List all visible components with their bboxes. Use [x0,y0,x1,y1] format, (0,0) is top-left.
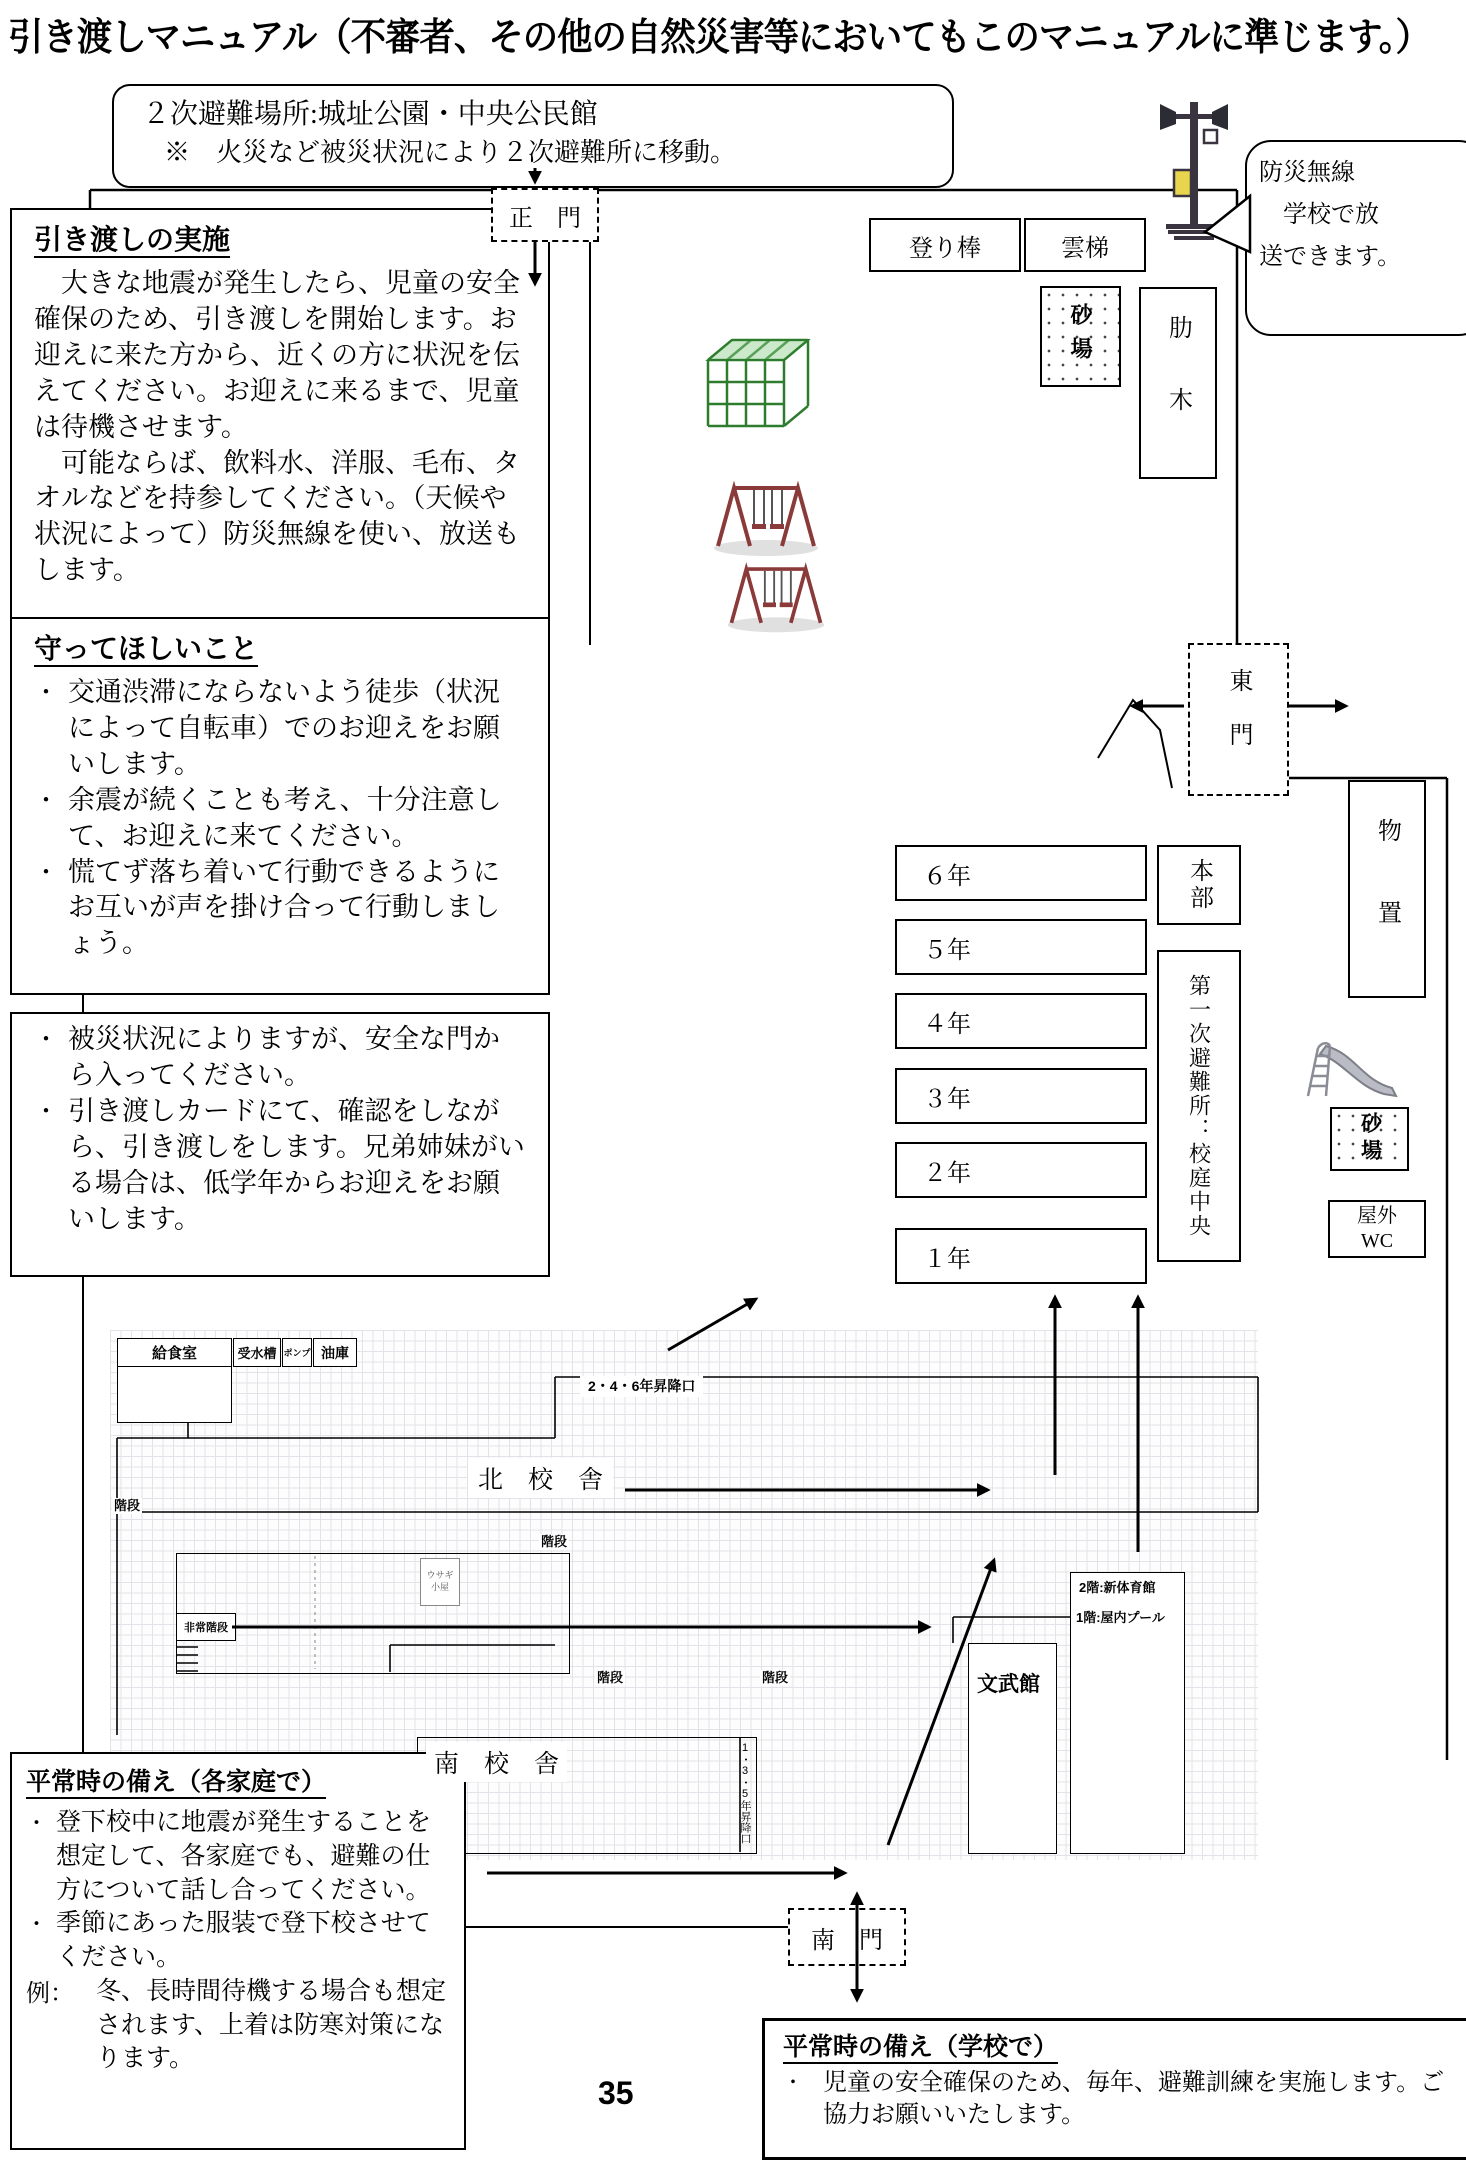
home-prep-heading: 平常時の備え（各家庭で） [26,1769,327,1796]
secondary-evacuation-line1: ２次避難場所:城址公園・中央公民館 [142,99,598,130]
home-preparation-box [10,1752,466,2150]
stairs-label: 階段 [541,1534,568,1549]
grade-1-box: １年 [895,1228,1147,1284]
water-tank-label: 受水槽 [233,1338,281,1367]
stairs-label: 階段 [597,1670,624,1685]
bullet-icon: ・ [34,787,58,814]
bullet-icon: ・ [34,1098,58,1125]
bunbukan-building [968,1643,1057,1854]
rules-box [10,617,550,995]
bullet-icon: ・ [34,680,58,706]
headquarters-box: 本部 [1157,845,1241,925]
south-gate-label: 南 門 [788,1908,906,1966]
rules-bullet-2: ・ 余震が続くことも考え、十分注意して、お迎えに来てください。 [34,784,502,851]
stairs-label: 階段 [762,1670,789,1685]
kitchen-room [117,1365,232,1423]
kitchen-label: 給食室 [117,1338,232,1367]
secondary-evacuation-line2: ※ 火災など被災状況により２次避難所に移動。 [164,138,737,167]
grade-5-box: ５年 [895,919,1147,975]
disaster-radio-callout: 防災無線 学校で放 送できます。 [1245,140,1466,336]
home-prep-bullet-2: ・ 季節にあった服装で登下校させてください。 [26,1907,450,1975]
jungle-gym-icon [698,330,816,434]
south-building-label: 南 校 舎 [426,1742,567,1782]
swing-set-icon [724,556,828,636]
disaster-radio-pole-icon [1146,94,1242,242]
storage-shed-label: 物置 [1348,780,1426,998]
slide-icon [1300,1036,1412,1100]
rules-bullet-1: ・ 交通渋滞にならないよう徒歩（状況によって自転車）でのお迎えをお願いします。 [34,677,500,779]
home-prep-bullet-1: ・ 登下校中に地震が発生することを想定して、各家庭でも、避難の仕方について話し合ってください。 [26,1806,450,1907]
gym-2f-label: 2階:新体育館 [1079,1580,1156,1595]
entry-bullet-2: ・ 引き渡しカードにて、確認をしながら、引き渡しをします。兄弟姉妹がいる場合は、低学年からお迎えをお願いします。 [34,1095,525,1234]
gym-building [1070,1572,1185,1854]
first-evacuation-area-box: 第一次避難所：校庭中央 [1157,950,1241,1262]
wall-bars-label: 肋木 [1139,287,1217,479]
secondary-evacuation-box [112,84,954,188]
bullet-icon: ・ [34,1027,58,1053]
rules-heading: 守ってほしいこと [34,634,259,665]
entrance-246-label: 2・4・6年昇降口 [580,1376,703,1397]
school-preparation-box [762,2018,1466,2160]
handover-implementation-box [10,208,550,620]
climbing-poles-label: 登り棒 [869,218,1021,272]
entry-instructions-box [10,1012,550,1277]
grade-6-box: ６年 [895,845,1147,901]
bullet-icon: ・ [26,1811,47,1835]
rabbit-hutch-label: ウサギ 小屋 [420,1558,460,1606]
handover-heading: 引き渡しの実施 [34,225,231,256]
entrance-135-label: 1・3・5年昇降口 [739,1742,751,1844]
bunbukan-label: 文武館 [977,1673,1040,1696]
gym-1f-label: 1階:屋内プール [1076,1610,1165,1625]
outdoor-wc-label: 屋外 WC [1328,1200,1426,1258]
page-number: 35 [598,2075,634,2111]
grade-4-box: ４年 [895,993,1147,1049]
grade-2-box: ２年 [895,1142,1147,1198]
sandbox-label: 砂場 [1040,286,1121,387]
grade-3-box: ３年 [895,1068,1147,1124]
home-prep-example: 例： 冬、長時間待機する場合も想定されます、上着は防寒対策になります。 [26,1975,450,2076]
pump-label: ポンプ [282,1338,312,1367]
emergency-stairs-label: 非常階段 [176,1613,236,1641]
example-label: 例： [26,1980,74,2007]
page-title: 引き渡しマニュアル（不審者、その他の自然災害等においてもこのマニュアルに準じます。） [8,17,1430,59]
north-building-label: 北 校 舎 [468,1458,613,1498]
bullet-icon: ・ [26,1912,47,1937]
slide-sandbox-label: 砂場 [1330,1107,1409,1171]
east-gate-label: 東門 [1188,643,1289,796]
rules-bullet-3: ・ 慌てず落ち着いて行動できるようにお互いが声を掛け合って行動しましょう。 [34,856,500,959]
entry-bullet-1: ・ 被災状況によりますが、安全な門から入ってください。 [34,1024,500,1090]
oil-store-label: 油庫 [313,1338,357,1367]
school-prep-heading: 平常時の備え（学校で） [783,2034,1059,2061]
swing-set-icon [710,476,822,558]
bullet-icon: ・ [34,859,58,886]
bullet-icon: ・ [783,2072,803,2094]
handover-paragraph-1: 大きな地震が発生したら、児童の安全確保のため、引き渡しを開始します。お迎えに来た方から、近くの方に状況を伝えてください。お迎えに来るまで、児童は待機させます。 [34,268,520,442]
handover-paragraph-2: 可能ならば、飲料水、洋服、毛布、タオルなどを持参してください。（天候や状況によって）防災無線を使い、放送もします。 [34,447,520,586]
main-gate-label: 正 門 [491,188,599,242]
school-prep-bullet: ・ 児童の安全確保のため、毎年、避難訓練を実施します。ご協力お願いいたします。 [783,2067,1459,2132]
stairs-label: 階段 [114,1498,141,1513]
monkey-bars-label: 雲梯 [1024,218,1146,272]
